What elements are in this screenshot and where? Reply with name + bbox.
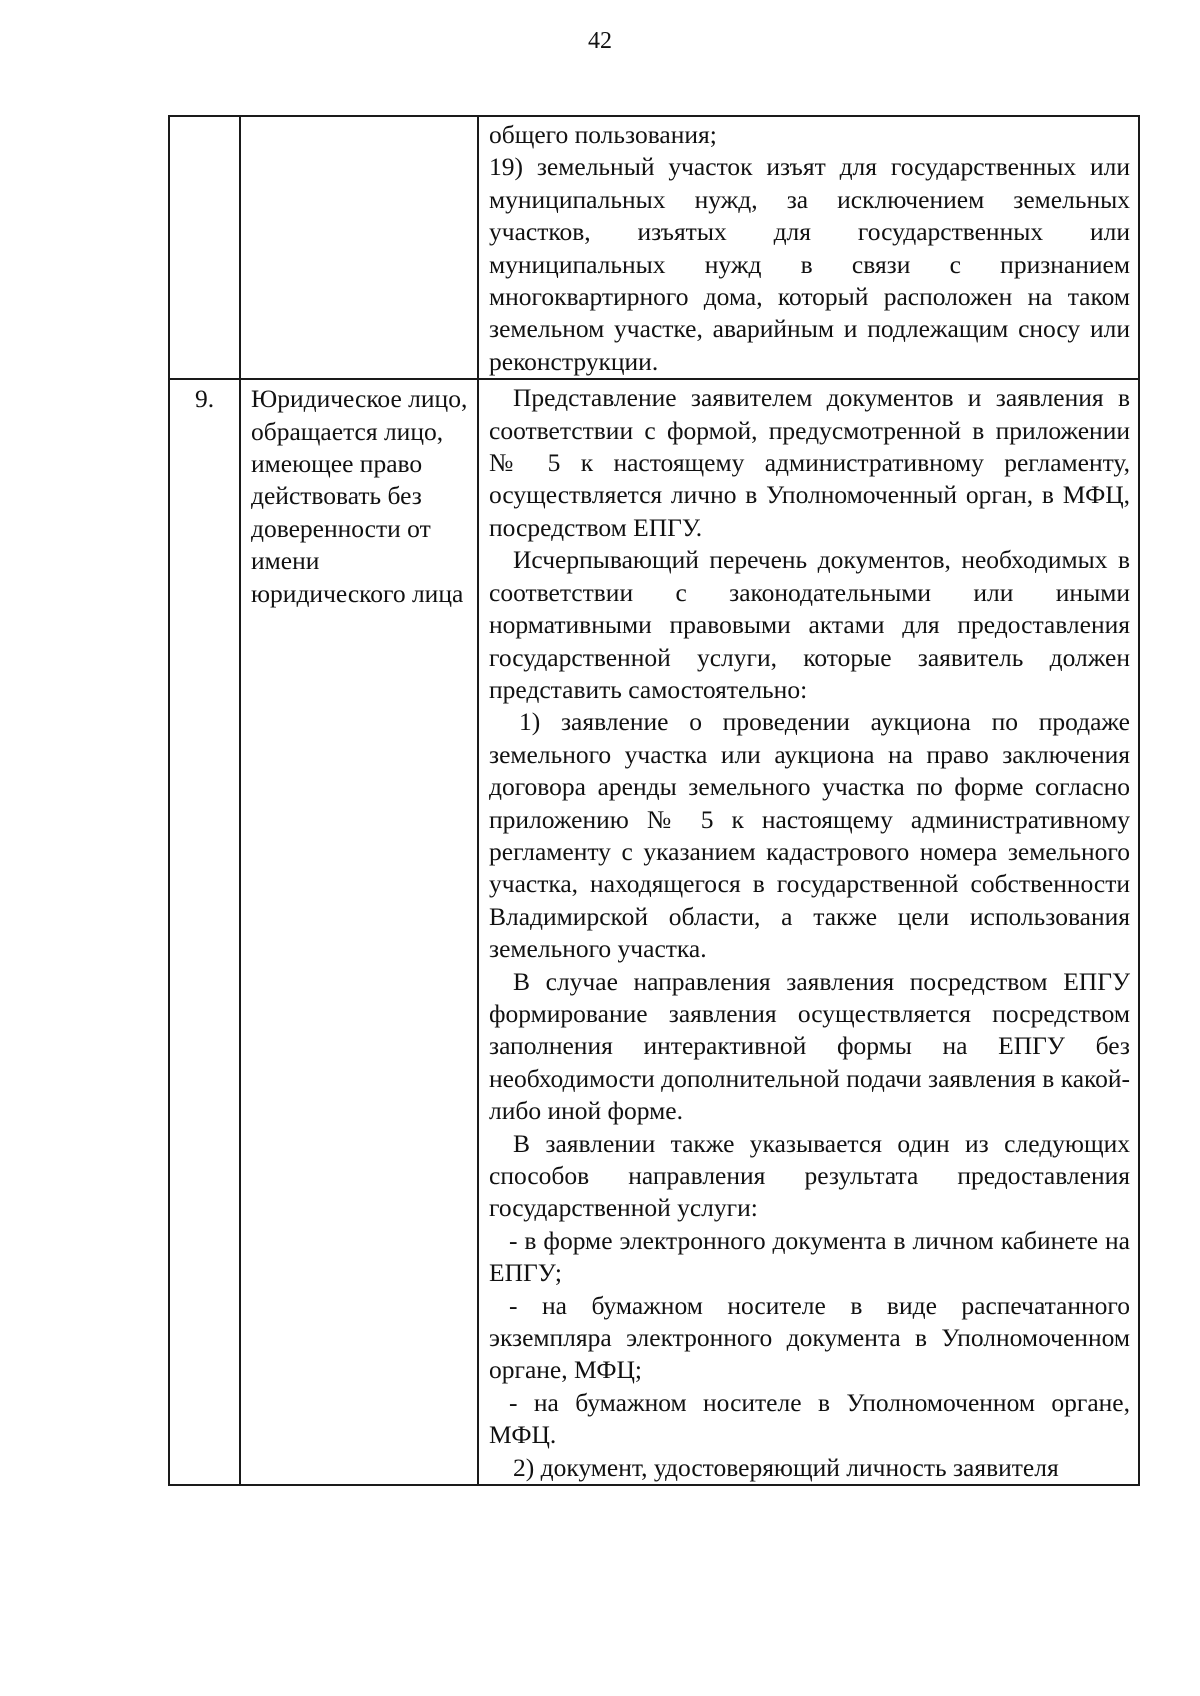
requirements-cell [478,379,1139,1485]
row-number-cell [169,116,240,379]
paragraph: общего пользования; [489,120,717,149]
paragraph: 2) документ, удостоверяющий личность заявителя [513,1452,1059,1482]
applicant-cell: Юридическое лицо, обращается лицо, имеющее право действовать без доверенности от имени юридического лица [240,379,478,1485]
paragraph: В случае направления заявления посредством ЕПГУ формирование заявления осуществляется посредством заполнения интерактивной формы на ЕПГУ без необходимости дополнительной подачи заявления в какой-либо иной форме. [489,966,1130,1126]
paragraph: - на бумажном носителе в Уполномоченном органе, МФЦ. [489,1387,1130,1450]
row-number-cell: 9. [169,379,240,1485]
table-row-9 [169,379,1139,1485]
applicant-cell [240,116,478,379]
page-number: 42 [588,28,612,54]
table-row-continuation [169,116,1139,379]
paragraph: Представление заявителем документов и заявления в соответствии с формой, предусмотренной в приложении № 5 к настоящему административному регламенту, осуществляется лично в Уполномоченный орган, в МФЦ, посредством ЕПГУ. [489,383,1130,542]
paragraph: Исчерпывающий перечень документов, необходимых в соответствии с законодательными или иными нормативными правовыми актами для предоставления государственной услуги, которые заявитель должен представить самостоятельно: [489,545,1130,704]
paragraph: 19) земельный участок изъят для государственных или муниципальных нужд, за исключением земельных участков, изъятых для государственных или муниципальных нужд в связи с признанием многоквартирного дома, который расположен на таком земельном участке, аварийным и подлежащим сносу или реконструкции. [489,152,1130,376]
paragraph: 1) заявление о проведении аукциона по продаже земельного участка или аукциона на право заключения договора аренды земельного участка по форме согласно приложению № 5 к настоящему административному регламенту с указанием кадастрового номера земельного участка, находящегося в государственной собственности Владимирской области, а также цели использования земельного участка. [489,707,1130,964]
requirements-cell [478,116,1139,379]
paragraph: - на бумажном носителе в виде распечатанного экземпляра электронного документа в Уполномоченном органе, МФЦ; [489,1290,1130,1385]
paragraph: В заявлении также указывается один из следующих способов направления результата предоставления государственной услуги: [489,1128,1130,1223]
paragraph: - в форме электронного документа в личном кабинете на ЕПГУ; [489,1225,1130,1288]
services-table [168,115,1140,1486]
